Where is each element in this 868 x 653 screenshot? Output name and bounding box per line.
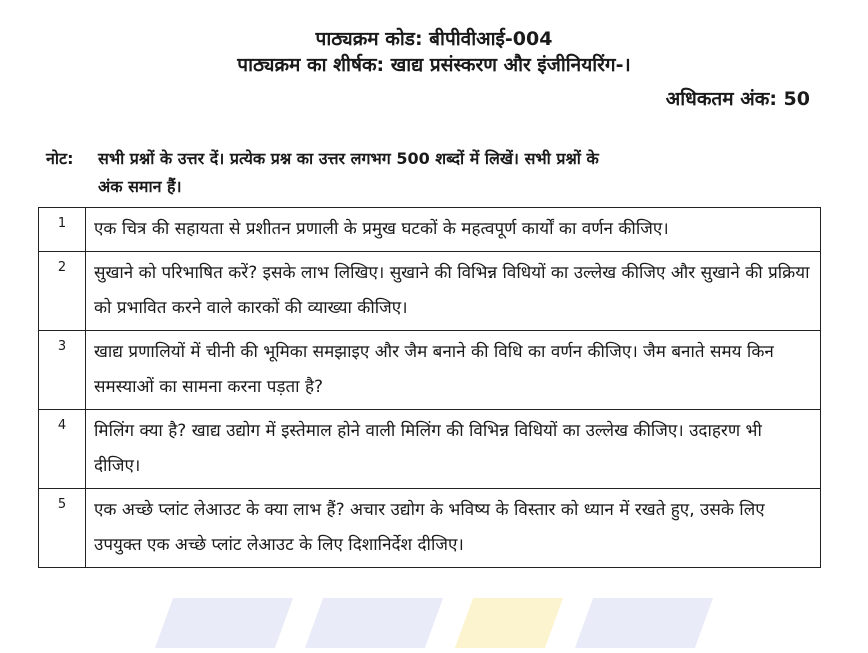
note-line-2: अंक समान हैं।	[98, 177, 182, 196]
course-title: पाठ्यक्रम का शीर्षक: खाद्य प्रसंस्करण और इंजीनियरिंग-।	[237, 54, 631, 76]
questions-table	[38, 207, 821, 568]
question-text: एक अच्छे प्लांट लेआउट के क्या लाभ हैं? अचार उद्योग के भविष्य के विस्तार को ध्यान में रखते हुए, उसके लिए उपयुक्त एक अच्छे प्लांट लेआउट के लिए दिशानिर्देश दीजिए।	[86, 489, 821, 568]
note-label: नोट:	[46, 149, 74, 168]
question-text: मिलिंग क्या है? खाद्य उद्योग में इस्तेमाल होने वाली मिलिंग की विभिन्न विधियों का उल्लेख कीजिए। उदाहरण भी दीजिए।	[86, 410, 821, 489]
course-code: पाठ्यक्रम कोड: बीपीवीआई-004	[315, 28, 553, 50]
instructions-note	[46, 145, 828, 201]
table-row	[39, 410, 821, 489]
question-number: 3	[39, 331, 86, 410]
table-row	[39, 252, 821, 331]
document-header	[0, 26, 868, 78]
question-number: 2	[39, 252, 86, 331]
note-line-1: सभी प्रश्नों के उत्तर दें। प्रत्येक प्रश्न का उत्तर लगभग 500 शब्दों में लिखें। सभी प्रश्नों के	[98, 149, 599, 168]
watermark-shape	[305, 598, 443, 648]
table-row	[39, 208, 821, 252]
watermark-shape	[455, 598, 563, 648]
max-marks: अधिकतम अंक: 50	[665, 88, 810, 110]
question-text: एक चित्र की सहायता से प्रशीतन प्रणाली के प्रमुख घटकों के महत्वपूर्ण कार्यों का वर्णन कीजिए।	[86, 208, 821, 252]
question-text: सुखाने को परिभाषित करें? इसके लाभ लिखिए। सुखाने की विभिन्न विधियों का उल्लेख कीजिए और सुखाने की प्रक्रिया को प्रभावित करने वाले कारकों की व्याख्या कीजिए।	[86, 252, 821, 331]
question-number: 4	[39, 410, 86, 489]
watermark-shape	[155, 598, 293, 648]
question-number: 5	[39, 489, 86, 568]
table-row	[39, 331, 821, 410]
question-text: खाद्य प्रणालियों में चीनी की भूमिका समझाइए और जैम बनाने की विधि का वर्णन कीजिए। जैम बनाते समय किन समस्याओं का सामना करना पड़ता है?	[86, 331, 821, 410]
question-number: 1	[39, 208, 86, 252]
table-row	[39, 489, 821, 568]
watermark	[0, 598, 868, 653]
watermark-shape	[575, 598, 713, 648]
